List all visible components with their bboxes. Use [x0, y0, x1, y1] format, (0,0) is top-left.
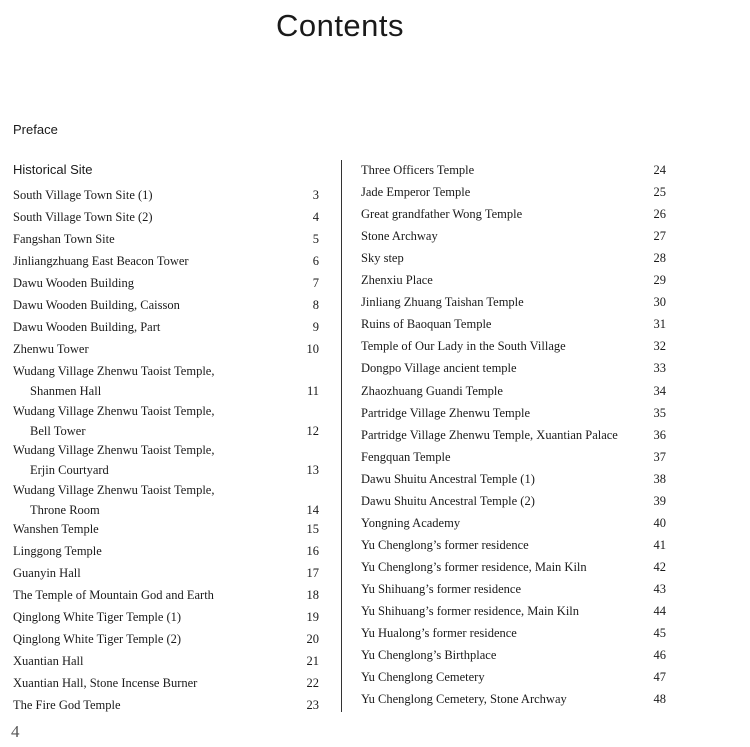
- toc-entry-title: Xuantian Hall: [13, 654, 84, 668]
- toc-entry-page: 9: [312, 320, 319, 334]
- toc-entry-title-continued: Bell Tower: [30, 423, 86, 438]
- toc-entry: [13, 629, 319, 649]
- toc-entry-title-continued: Erjin Courtyard: [30, 463, 109, 477]
- toc-entry-title-continued: Shanmen Hall: [30, 384, 102, 398]
- toc-entry-page: 38: [653, 471, 666, 486]
- toc-entry-title: Wudang Village Zhenwu Taoist Temple,: [13, 482, 215, 497]
- toc-entry-title: Dawu Shuitu Ancestral Temple (1): [361, 471, 535, 486]
- toc-entry-page: 37: [653, 449, 666, 464]
- toc-entry-page: 21: [306, 654, 319, 668]
- toc-entry-page: 48: [653, 692, 666, 707]
- toc-entry: [13, 295, 319, 315]
- toc-entry-title: Wudang Village Zhenwu Taoist Temple,: [13, 364, 215, 378]
- toc-entry: [361, 491, 666, 511]
- toc-entry: [361, 182, 666, 202]
- toc-entry: [361, 270, 666, 290]
- toc-entry-title: Partridge Village Zhenwu Temple, Xuantian Palace: [361, 427, 618, 442]
- toc-entry-page: 13: [306, 463, 319, 477]
- toc-entry-page: 15: [306, 522, 319, 536]
- toc-entry-title: Sky step: [361, 251, 404, 266]
- toc-entry-page: 4: [312, 210, 319, 224]
- toc-entry-page: 29: [653, 273, 666, 288]
- toc-entry-page: 19: [306, 610, 319, 624]
- toc-entry: [361, 226, 666, 246]
- toc-entry-title: Dongpo Village ancient temple: [361, 361, 517, 376]
- toc-entry-page: 28: [653, 251, 666, 266]
- toc-entry-page: 32: [653, 339, 666, 354]
- toc-entry-page: 31: [653, 317, 666, 332]
- toc-entry: [13, 317, 319, 337]
- toc-entry-title: Qinglong White Tiger Temple (2): [13, 632, 182, 646]
- toc-entry: [13, 480, 319, 520]
- toc-entry-title: Ruins of Baoquan Temple: [361, 317, 492, 332]
- toc-entry-title: Wudang Village Zhenwu Taoist Temple,: [13, 443, 215, 457]
- toc-entry-page: 46: [653, 648, 666, 663]
- toc-entry-page: 3: [312, 188, 319, 202]
- toc-entry-title: Linggong Temple: [13, 544, 102, 558]
- toc-entry-page: 36: [653, 427, 666, 442]
- toc-entry-title: Zhenxiu Place: [361, 273, 433, 288]
- toc-entry-page: 24: [653, 163, 666, 177]
- toc-entry-title: Xuantian Hall, Stone Incense Burner: [13, 676, 198, 690]
- toc-entry: [13, 695, 319, 715]
- preface-heading: Preface: [13, 122, 58, 137]
- toc-entry-page: 23: [306, 698, 319, 712]
- toc-entry-title: Dawu Wooden Building, Part: [13, 320, 161, 334]
- toc-entry-page: 26: [653, 207, 666, 222]
- toc-entry-title: Yu Chenglong’s former residence, Main Kiln: [361, 559, 587, 574]
- toc-entry-title: Yu Shihuang’s former residence, Main Kiln: [361, 604, 580, 618]
- toc-entry-page: 6: [312, 254, 319, 268]
- toc-entry: [13, 651, 319, 671]
- toc-entry-page: 17: [306, 566, 319, 580]
- toc-entry-title: Jinliang Zhuang Taishan Temple: [361, 295, 524, 310]
- toc-entry-title: Stone Archway: [361, 229, 438, 244]
- toc-entry: [361, 358, 666, 378]
- toc-entry-page: 25: [653, 185, 666, 200]
- toc-entry-title: Yu Chenglong Cemetery, Stone Archway: [361, 692, 567, 707]
- toc-entry-title: South Village Town Site (2): [13, 210, 153, 224]
- toc-entry: [361, 381, 666, 401]
- toc-entry: [361, 292, 666, 312]
- toc-entry-page: 35: [653, 405, 666, 420]
- toc-entry: [361, 623, 666, 643]
- toc-entry-page: 14: [306, 502, 319, 517]
- toc-entry-title: Yu Chenglong Cemetery: [361, 670, 485, 685]
- toc-entry-title: Jade Emperor Temple: [361, 185, 471, 200]
- toc-entry-title-continued: Throne Room: [30, 502, 100, 517]
- toc-entry-title: Yu Hualong’s former residence: [361, 626, 517, 641]
- toc-entry: [361, 579, 666, 599]
- toc-entry: [361, 513, 666, 533]
- toc-entry: [13, 361, 319, 401]
- toc-entry: [13, 541, 319, 561]
- toc-entry: [13, 440, 319, 480]
- toc-entry-title: Wanshen Temple: [13, 522, 99, 536]
- toc-entry-page: 45: [653, 626, 666, 641]
- toc-entry-page: 10: [306, 342, 319, 356]
- toc-entry-title: Guanyin Hall: [13, 566, 81, 580]
- toc-entry-title: South Village Town Site (1): [13, 188, 153, 202]
- toc-entry-page: 44: [653, 604, 666, 618]
- toc-entry-title: Wudang Village Zhenwu Taoist Temple,: [13, 403, 215, 418]
- toc-entry-title: Dawu Wooden Building, Caisson: [13, 298, 180, 312]
- toc-entry: [361, 645, 666, 665]
- toc-entry-title: Dawu Wooden Building: [13, 276, 134, 290]
- toc-entry-title: Fengquan Temple: [361, 449, 451, 464]
- toc-entry: [361, 557, 666, 577]
- toc-entry-page: 47: [653, 670, 666, 685]
- toc-entry: [13, 339, 319, 359]
- toc-entry-title: Jinliangzhuang East Beacon Tower: [13, 254, 189, 268]
- toc-entry: [361, 160, 666, 180]
- toc-entry: [13, 585, 319, 605]
- toc-entry: [361, 689, 666, 709]
- toc-entry-title: Zhenwu Tower: [13, 342, 89, 356]
- toc-entry: [361, 204, 666, 224]
- toc-entry-title: The Temple of Mountain God and Earth: [13, 588, 214, 602]
- toc-entry: [13, 401, 319, 441]
- toc-entry: [361, 336, 666, 356]
- toc-entry: [361, 314, 666, 334]
- toc-entry-page: 5: [312, 232, 319, 246]
- toc-entry-page: 8: [312, 298, 319, 312]
- toc-entry-title: Yongning Academy: [361, 515, 461, 530]
- toc-entry-title: Great grandfather Wong Temple: [361, 207, 523, 222]
- toc-entry-page: 33: [653, 361, 666, 376]
- toc-entry-page: 40: [653, 515, 666, 530]
- toc-entry-title: Yu Shihuang’s former residence: [361, 581, 522, 596]
- toc-entry-title: Dawu Shuitu Ancestral Temple (2): [361, 493, 535, 508]
- toc-entry-page: 11: [306, 384, 319, 398]
- toc-entry: [361, 535, 666, 555]
- toc-entry-title: Yu Chenglong’s Birthplace: [361, 648, 497, 663]
- toc-entry-page: 43: [653, 581, 666, 596]
- toc-entry-title: Yu Chenglong’s former residence: [361, 537, 529, 552]
- toc-entry-page: 16: [306, 544, 319, 558]
- toc-entry-page: 30: [653, 295, 666, 310]
- toc-entry-title: Temple of Our Lady in the South Village: [361, 339, 566, 354]
- toc-entry-title: Three Officers Temple: [361, 163, 475, 177]
- toc-entry-page: 12: [306, 423, 319, 438]
- toc-entry: [13, 229, 319, 249]
- toc-entry-title: The Fire God Temple: [13, 698, 121, 712]
- toc-entry-page: 41: [653, 537, 666, 552]
- toc-entry: [13, 607, 319, 627]
- toc-entry: [361, 403, 666, 423]
- toc-entry: [361, 469, 666, 489]
- toc-entry-title: Partridge Village Zhenwu Temple: [361, 405, 531, 420]
- toc-entry-page: 7: [312, 276, 319, 290]
- toc-entry: [361, 248, 666, 268]
- toc-entry: [13, 185, 319, 205]
- toc-entry: [361, 425, 666, 445]
- toc-entry: [13, 519, 319, 539]
- toc-entry: [13, 273, 319, 293]
- page-title: Contents: [275, 8, 405, 43]
- toc-entry-title: Fangshan Town Site: [13, 232, 115, 246]
- toc-entry: [13, 251, 319, 271]
- toc-entry-page: 18: [306, 588, 319, 602]
- toc-entry: [13, 563, 319, 583]
- toc-entry: [13, 673, 319, 693]
- toc-entry-page: 27: [653, 229, 666, 244]
- toc-entry: [361, 447, 666, 467]
- toc-entry: [361, 667, 666, 687]
- toc-entry: [13, 207, 319, 227]
- toc-entry-page: 42: [653, 559, 666, 574]
- page-number: 4: [11, 722, 20, 741]
- toc-entry-page: 39: [653, 493, 666, 508]
- section-heading: Historical Site: [13, 162, 93, 177]
- toc-entry-page: 34: [653, 383, 666, 398]
- toc-entry-title: Zhaozhuang Guandi Temple: [361, 383, 503, 398]
- toc-entry-page: 22: [306, 676, 319, 690]
- toc-entry: [361, 601, 666, 621]
- column-divider: [341, 160, 342, 712]
- toc-entry-title: Qinglong White Tiger Temple (1): [13, 610, 182, 624]
- toc-entry-page: 20: [306, 632, 319, 646]
